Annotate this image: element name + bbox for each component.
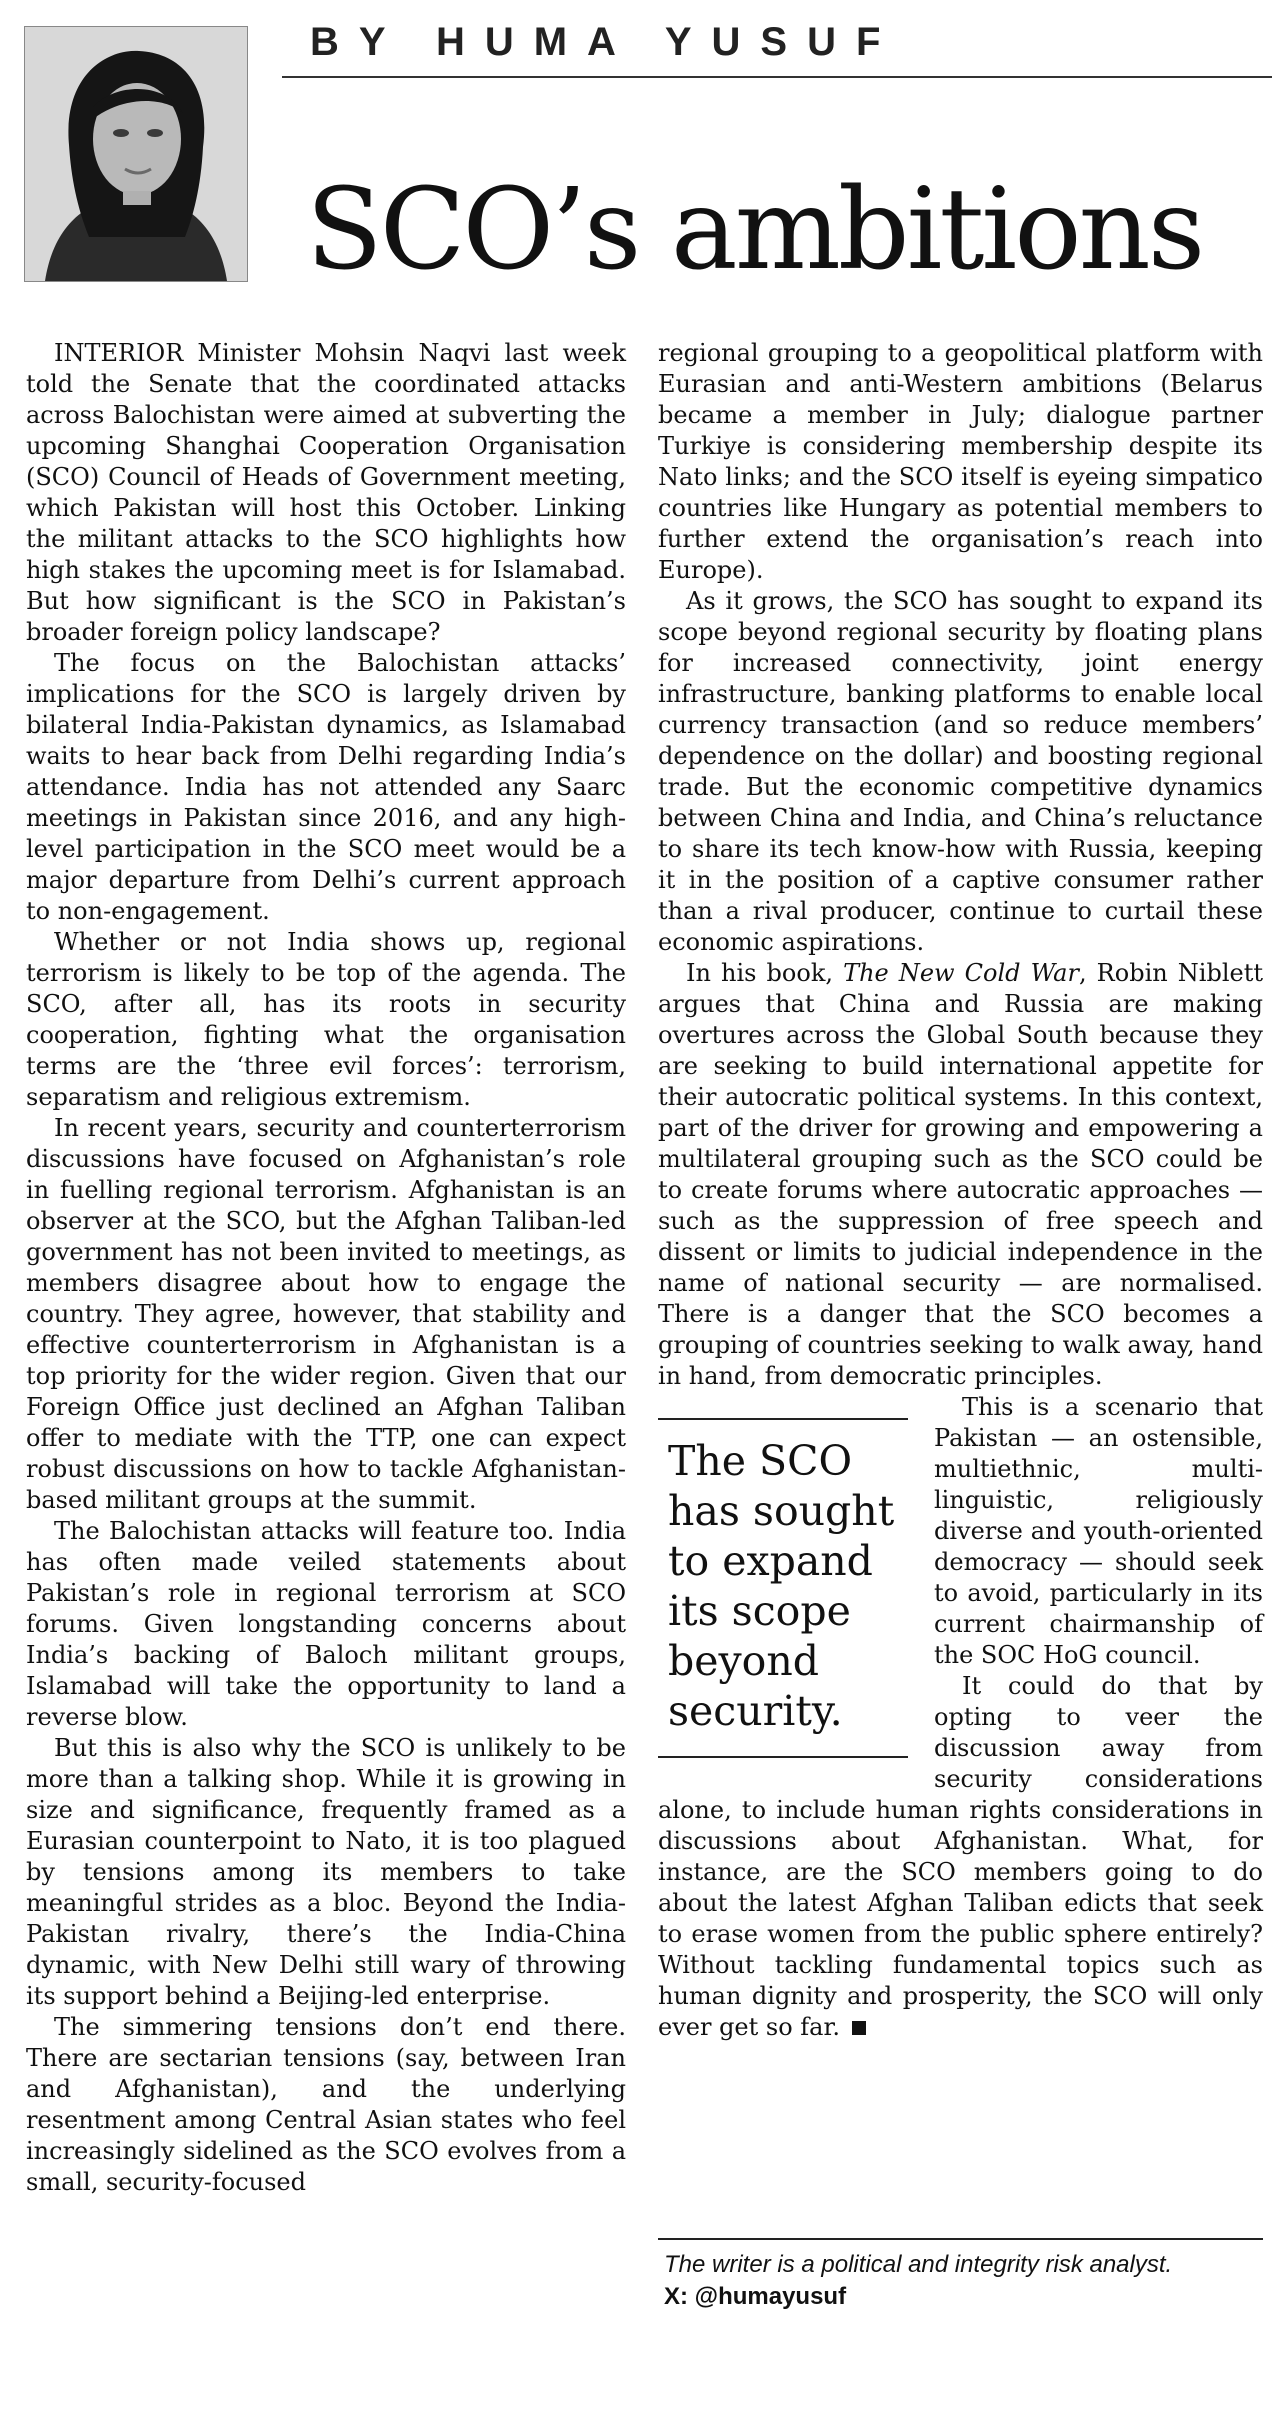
paragraph: As it grows, the SCO has sought to expand its scope beyond regional security by floating plans for increased connectivity, joint energy infrastructure, banking platforms to enable local currency transaction (and so reduce members’ dependence on the dollar) and boosting regional trade. But the economic competitive dynamics between China and India, and China’s reluctance to share its tech know-how with Russia, keeping it in the position of a captive consumer rather than a rival producer, continue to curtail these economic aspirations.	[658, 587, 1263, 956]
social-handle: X: @humayusuf	[664, 2283, 847, 2310]
paragraph: The focus on the Balochistan attacks’ implications for the SCO is largely driven by bilateral India-Pakistan dynamics, as Islamabad waits to hear back from Delhi regarding India’s attendance. India has not attended any Saarc meetings in Pakistan since 2016, and any high-level participation in the SCO meet would be a major departure from Delhi’s current approach to non-engagement.	[26, 649, 626, 925]
left-column	[26, 338, 626, 2198]
paragraph: The Balochistan attacks will feature too. India has often made veiled statements about Pakistan’s role in regional terrorism at SCO forums. Given longstanding concerns about India’s backing of Baloch militant groups, Islamabad will take the opportunity to land a reverse blow.	[26, 1517, 626, 1731]
author-note: The writer is a political and integrity risk analyst.	[664, 2251, 1173, 2278]
paragraph-text: In his book,	[686, 959, 844, 987]
paragraph-text: Minister Mohsin Naqvi last week told the Senate that the coordinated attacks across Balochistan were aimed at subverting the upcoming Shanghai Cooperation Organisation (SCO) Council of Heads of Government meeting, which Pakistan will host this October. Linking the militant attacks to the SCO highlights how high stakes the upcoming meet is for Islamabad. But how significant is the SCO in Pakistan’s broader foreign policy landscape?	[26, 339, 626, 646]
byline-rule	[282, 76, 1272, 78]
lead-word: INTERIOR	[54, 339, 184, 367]
end-mark-icon	[852, 2021, 866, 2035]
footer-divider	[658, 2238, 1263, 2240]
author-photo-illustration	[25, 27, 247, 281]
paragraph-text: It could do that by opting to veer the discussion away from security considerations alone, to include human rights considerations in discussions about Afghanistan. What, for instance, are the SCO members going to do about the latest Afghan Taliban edicts that seek to erase women from the public sphere entirely? Without tackling fundamental topics such as human dignity and prosperity, the SCO will only ever get so far.	[658, 1672, 1263, 2041]
paragraph: The simmering tensions don’t end there. There are sectarian tensions (say, between Iran and Afghanistan), and the underlying resentment among Central Asian states who feel increasingly sidelined as the SCO evolves from a small, security-focused	[26, 2013, 626, 2196]
paragraph-continuation: regional grouping to a geopolitical platform with Eurasian and anti-Western ambitions (Belarus became a member in July; dialogue partner Turkiye is considering membership despite its Nato links; and the SCO itself is eyeing simpatico countries like Hungary as potential members to further extend the organisation’s reach into Europe).	[658, 339, 1263, 584]
author-footer	[664, 2250, 1264, 2312]
paragraph: But this is also why the SCO is unlikely to be more than a talking shop. While it is growing in size and significance, frequently framed as a Eurasian counterpoint to Nato, it is too plagued by tensions among its members to take meaningful strides as a bloc. Beyond the India-Pakistan rivalry, there’s the India-China dynamic, with New Delhi still wary of throwing its support behind a Beijing-led enterprise.	[26, 1734, 626, 2010]
pull-quote: The SCO has sought to expand its scope beyond security.	[658, 1418, 908, 1758]
paragraph: Whether or not India shows up, regional terrorism is likely to be top of the agenda. The SCO, after all, has its roots in security cooperation, fighting what the organisation terms are the ‘three evil forces’: terrorism, separatism and religious extremism.	[26, 928, 626, 1111]
paragraph	[26, 338, 626, 648]
paragraph: This is a scenario that Pakistan — an ostensible, multiethnic, multi-linguistic, religiously diverse and youth-oriented democracy — should seek to avoid, particularly in its current chairmanship of the SOC HoG council.	[934, 1393, 1263, 1669]
book-title: The New Cold War	[843, 959, 1079, 987]
paragraph: In recent years, security and counterterrorism discussions have focused on Afghanistan’s role in fuelling regional terrorism. Afghanistan is an observer at the SCO, but the Afghan Taliban-led government has not been invited to meetings, as members disagree about how to engage the country. They agree, however, that stability and effective counterterrorism in Afghanistan is a top priority for the wider region. Given that our Foreign Office just declined an Afghan Taliban offer to mediate with the TTP, one can expect robust discussions on how to tackle Afghanistan-based militant groups at the summit.	[26, 1114, 626, 1514]
right-column	[658, 338, 1263, 2043]
byline: BY HUMA YUSUF	[310, 20, 901, 64]
paragraph-text: , Robin Niblett argues that China and Russia are making overtures across the Global South because they are seeking to build international appetite for their autocratic political systems. In this context, part of the driver for growing and empowering a multilateral grouping such as the SCO could be to create forums where autocratic approaches — such as the suppression of free speech and dissent or limits to judicial independence in the name of national security — are normalised. There is a danger that the SCO becomes a grouping of countries seeking to walk away, hand in hand, from democratic principles.	[658, 959, 1263, 1390]
headline: SCO’s ambitions	[306, 165, 1203, 295]
author-portrait	[24, 26, 248, 282]
